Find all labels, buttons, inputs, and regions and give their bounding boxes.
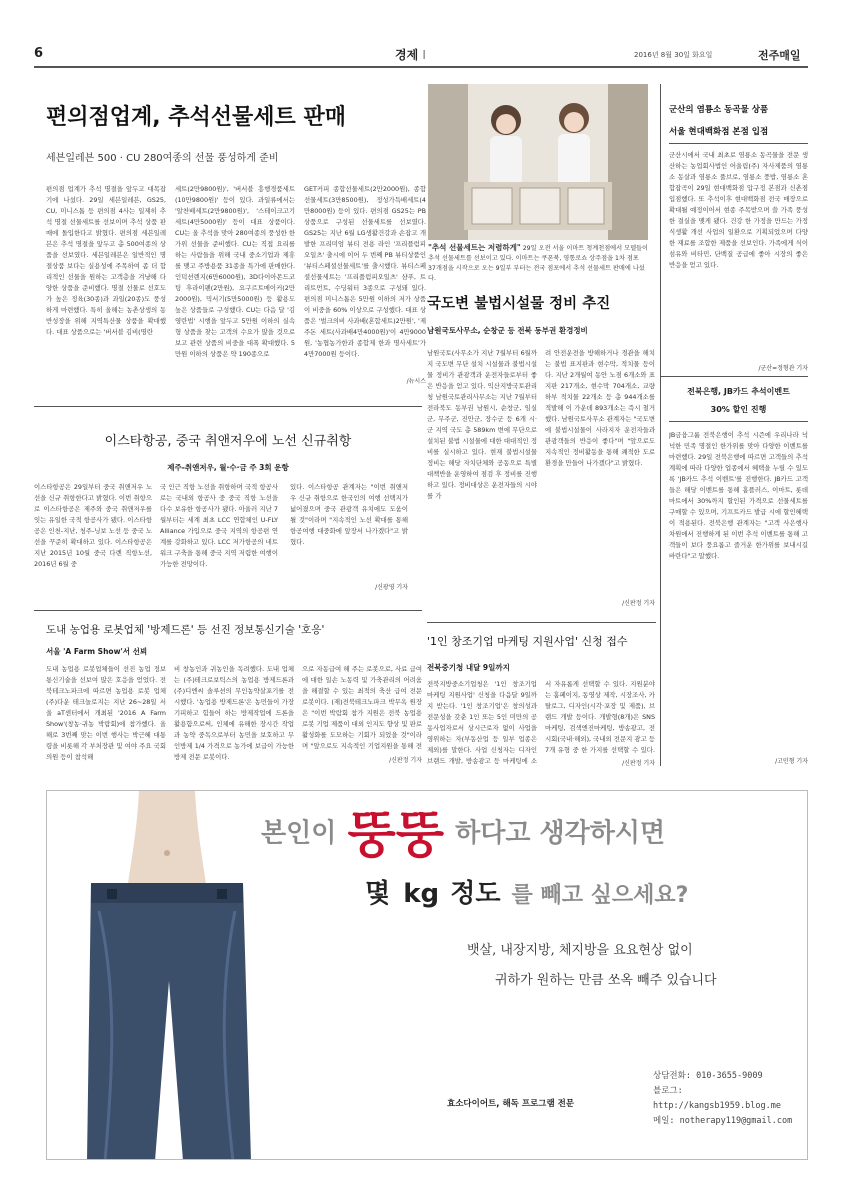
ad-brand: 효소다이어트, 해독 프로그램 전문	[447, 1099, 575, 1109]
ad-tagline-2: 귀하가 원하는 만큼 쏘옥 빼주 있습니다	[495, 973, 717, 988]
article4-top-rule	[34, 406, 422, 407]
ad-line2-pre: 몇	[365, 879, 391, 909]
ad-phone: 상담전화: 010-3655-9009	[653, 1071, 763, 1081]
article6-title: 도내 농업용 로봇업체 '방제드론' 등 선진 정보통신기술 '호응'	[46, 624, 325, 636]
article7-top-rule	[669, 421, 808, 422]
photo1-caption	[428, 243, 648, 284]
issue-date: 2016년 8월 30일 화요일	[634, 51, 713, 59]
article2-bottom-rule	[660, 376, 808, 377]
article1-byline: /뉴시스	[406, 378, 426, 385]
ad-line2-kg: kg	[403, 879, 440, 909]
article2-byline: /군산=정형관 기자	[758, 365, 808, 372]
article2-subtitle: 서울 현대백화점 본점 입점	[669, 127, 769, 137]
article-divider-vertical	[660, 84, 661, 766]
ad-contact	[653, 1069, 803, 1129]
article3-col1: 남원국토(사무소가 지난 7월부터 6월까지 국도변 무단 설치 시설물과 불법시설물 정비가 관광객과 운전자들로부터 좋은 반응을 얻고 있다. 익산지방국토관리청 남원국토관리사무소는 지난 7월부터 전라북도 동부권 남원시, 순창군, 임실군, 무주군, 진안군, 장수군 등 6개 시·군 지역 국도 총 589km 변에 무단으로 설치된 불법 시설물에 대한 대대적인 정비를 실시하고 있다. 현재 불법시설물 정비는 해당 자치단체와 공동으로 특별대책반을 운영하여 점검 후 정비를 진행하고 있다. 정비대상은 운전자들의 시야를 가	[427, 349, 537, 500]
ad-email: 메일: notherapy119@gmail.com	[653, 1116, 793, 1126]
ad-headline	[261, 795, 801, 867]
article4-title: 이스타항공, 중국 취앤저우에 노선 신규취항	[104, 434, 352, 449]
article7-body: JB금융그룹 전북은행이 추석 시즌에 우리나라 넉넉한 민족 명절인 한가위를 맞아 다양한 이벤트를 마련했다. 29일 전북은행에 따르면 고객들의 추석 계획에 따라 다양한 업종에서 혜택을 누릴 수 있도록 'JB카드 추석 이벤트'를 진행한다. JB카드 고객들은 해당 이벤트를 통해 홈플러스, 이마트, 롯데마트에서 30%까지 할인된 가격으로 선물세트를 구매할 수 있으며, 기프트카드 발급 시에 할인혜택이 적용된다. 전북은행 관계자는 "고객 사은행사 차원에서 진행하게 된 이번 추석 이벤트를 통해 고객들이 보다 풍요롭고 즐거운 한가위를 보내시길 바란다"고 말했다.	[669, 431, 808, 560]
article5-col2: 서 자유롭게 선택할 수 있다. 지원분야는 홈페이지, 동영상 제작, 시장조사, 카탈로그, 디자인(시각·포장 및 제품), 브랜드 개발 등이다. 개발형(8개)은 SNS 마케팅, 검색엔진마케팅, 방송광고, 전시회(국내·해외), 국내외 전문지 광고 등 7개 유형 중 한 가지를 선택할 수 있다.	[545, 680, 655, 754]
article7-byline: /고민형 기자	[775, 758, 808, 765]
article3-subtitle: 남원국토사무소, 순창군 등 전북 동부권 환경정비	[427, 326, 588, 335]
article7-title: 전북은행, JB카드 추석이벤트	[687, 387, 790, 396]
section-mark: I	[422, 48, 426, 62]
ad-blog: 블로그: http://kangsb1959.blog.me	[653, 1086, 781, 1111]
photo-illustration	[428, 84, 648, 240]
page-header	[34, 44, 808, 64]
article5-byline: /신판정 기자	[622, 760, 655, 767]
ad-headline-pre: 본인이	[261, 818, 337, 849]
article1-title: 편의점업계, 추석선물세트 판매	[46, 105, 346, 130]
ad-headline-post: 하다고 생각하시면	[455, 818, 666, 849]
article5-top-rule	[427, 622, 656, 623]
article6-byline: /신판정 기자	[389, 757, 422, 764]
article1-col2: 세트(2만9800원)', '버서블 흥행경품세트(10만9800원)' 등이 있다. 과일류에서는 '알찬배세트(2만9800원)', '스테이크고기세트(4만5000원)' 등이 대표 상품이다. CU는 올 추석을 맞아 280여종의 풍성한 한가위 선물을 준비했다. CU는 직접 요리를 하는 사람들을 위해 국내 중소기업과 제휴를 맺고 주방용품 31종을 특가에 판매한다. 인덕션렌지(6만6000원), 3D다이아몬드코팅 후라이팬(2만원), 요구르트메이커(2만2000원), 믹서기(5만5000원) 등 활용도 높은 상품들로 구성했다. CU는 다음 달 '김영란법' 시행을 앞두고 5만원 이하의 실속형 상품을 찾는 고객의 수요가 많을 것으로 보고 관련 상품의 비중을 대폭 확대했다. 5만원 이하의 상품은 약 190종으로	[175, 185, 295, 358]
ad-line2-mid: 정도	[450, 879, 501, 909]
ad-tagline-1: 뱃살, 내장지방, 체지방을 요요현상 없이	[467, 943, 693, 958]
article4-byline: /신광영 기자	[375, 584, 408, 591]
article2-top-rule	[669, 143, 808, 144]
article2-title: 군산의 염룡소 동곡물 상품	[669, 105, 769, 115]
photo1-caption-title: "추석 선물세트는 저렴하게"	[428, 243, 521, 252]
article5-subtitle: 전북중기청 내달 9일까지	[427, 663, 510, 672]
article6-col3: 으로 자동급여 해 주는 로봇으로, 사료 급여에 대한 일손 노동력 및 가축관리의 어려움을 해결할 수 있는 최적의 축산 급여 전문 로봇이다. (재)전북테크노파크 박무옥 원장은 "이번 박람회 참가 지원은 전북 농업용 로봇 기업 제품이 대외 인지도 향상 및 판로 활성화를 도모하는 기회가 되었을 것"이라며 "앞으로도 지속적인 기업지원을 통해 전	[302, 665, 422, 750]
ad-headline-big: 뚱뚱	[347, 806, 445, 864]
article4-col2: 국 인근 직항 노선을 취항하며 국적 항공사로는 국내외 항공사 중 중국 직항 노선을 다수 보유한 항공사가 됐다. 아울러 지난 7월부터는 세계 최초 LCC 연합체인 U-FLY Alliance 가입으로 중국 지역의 항공편 연계를 강화하고 있다. LCC 저가항공의 네트워크 구축을 통해 중국 지역 저렴한 여행이 가능한 전망이다.	[160, 483, 278, 568]
section-label	[395, 46, 426, 63]
section-name: 경제	[395, 48, 419, 62]
article6-top-rule	[34, 610, 422, 611]
paper-name: 전주매일	[758, 49, 801, 62]
diet-advertisement	[46, 790, 808, 1160]
photo-gift-set-models	[428, 84, 648, 240]
article5-col1: 전북지방중소기업청은 '1인 창조기업 마케팅 지원사업' 신청을 다음달 9일까지 받는다. '1인 창조기업'은 창의성과 전문성을 갖춘 1인 또는 5인 미만의 공동사업자로서 상시근로자 없이 사업을 영위하는 자(부동산업 등 일부 업종은 제외)를 말한다. 사업 신청자는 디자인 브랜드 개발, 방송광고 등 마케팅에 소	[427, 680, 537, 765]
photo1-caption-body: 29일 오전 서울 이마트 청계천점에서 모델들이 추석 선물세트를 선보이고 있다. 이마트는 쿠폰북, 영통로쇼 상주점을 1차 점포 37개점을 시작으로 오는 9일부 부터는 전국 점포에서 추석 선물세트 판매에 나섰다.	[428, 245, 648, 282]
article3-col2: 려 안전운전을 방해하거나 경관을 해치는 불법 표지판과 현수막, 적치물 등이다. 지난 2개월여 동안 노점 6개소와 표지판 217개소, 현수막 704개소, 교량하부 적치물 22개소 등 총 944개소를 적발해 이 가운데 893개소는 즉시 철거했다. 남원국토사무소 관계자는 "국도변에 불법시설물이 사라지자 운전자들과 관광객들의 반응이 좋다"며 "앞으로도 지속적인 정비활동을 통해 쾌적한 도로환경을 만들어 나가겠다"고 밝혔다.	[545, 349, 655, 467]
article6-col1: 도내 농업용 로봇업체들이 선진 농업 정보통신기술을 선보여 많은 호응을 얻었다. 전북테크노파크에 따르면 농업용 로봇 업체 (주)다운 테크놀로지는 지난 26~28일 서울 aT센터에서 개최된 '2016 A Farm Show'(창농·귀농 박람회)에 참가했다. 올해로 3번째 맞는 이번 행사는 박근혜 대통령을 비롯해 각 부처장관 및 여야 주요 국회의원 등이 참석해	[46, 665, 166, 761]
article6-subtitle: 서울 'A Farm Show'서 선뵈	[46, 647, 148, 656]
article5-title: '1인 창조기업 마케팅 지원사업' 신청 접수	[427, 635, 628, 648]
article1-col1: 편의점 업계가 추석 명절을 앞두고 대목잡기에 나섰다. 29일 세븐일레븐, GS25, CU, 미니스톱 등 편의점 4사는 일제히 추석 명절 선물세트를 선보이며 추석 상품 판매에 돌입한다고 밝혔다. 편의점 세븐일레븐은 추석 명절을 앞두고 총 500여종의 상품을 선보였다. 세븐일레븐은 일반적인 명절상품 보다는 실용성에 주목하여 좀 더 합리적인 선물을 원하는 고객층을 겨냥해 다양한 상품을 준비했다. 명절 선물로 선호도가 높은 정육(30종)과 과일(20종)도 풍성하게 마련했다. 특히 올해는 농촌상생의 동반성장을 위해 지역특산물 상품을 확대했다. 대표 상품으로는 '버서블 김비(명란	[46, 185, 166, 336]
header-rule	[34, 66, 808, 68]
article3-title: 국도변 불법시설물 정비 추진	[427, 296, 611, 312]
article2-body: 군산시에서 국내 최초로 염룡소 동곡물을 전문 생산하는 농업회사법인 어울림(주) 자사제품의 염룡소 동살과 염룡소 풀브로, 염룡소 풍밥, 염룡소 혼합잡곡이 29일 현대백화점 압구정 본점과 신촌점 입점했다. 또 추석이후 현대백화점 전국 매장으로 확대될 예정이어서 현종 주목받으며 쓸 가족 풍성한 결실을 맺게 됐다. 건강 한 가정을 만드는 가정 식생활 개선 사업의 일환으로 기획되었으며 다양한 재료를 조합한 제품을 선보인다. 가족에게 식이섬유와 비타민, 단백질 공급에 좋아 시장의 좋은 반응을 얻고 있다.	[669, 151, 808, 269]
ad-figure-illustration	[47, 791, 267, 1160]
article4-col3: 있다. 이스타항공 관계자는 "이번 취앤저우 신규 취항으로 한국인의 여행 선택지가 넓어졌으며 중국 관광객 유치에도 도움이 될 것"이라며 "지속적인 노선 확대를 통해 항공여행 대중화에 앞장서 나가겠다"고 밝혔다.	[290, 483, 408, 546]
article7-subtitle: 30% 할인 진행	[710, 405, 767, 414]
article6-col2: 비 창농인과 귀농인을 독려했다. 도내 업체는 (주)테크로보틱스의 농업용 방제드론과 (주)디엔씨 솔루션의 무인농약살포기를 전시했다. '농업용 방제드론'은 농민들이 가장 기피하고 힘들어 하는 방제작업에 드론을 활용함으로써, 인체에 유해한 장시간 작업과 농약 중독으로부터 농민을 보호하고 무인방제 1/4 가격으로 농가에 보급이 가능한 방제 전문 로봇이다.	[174, 665, 294, 761]
article4-col1: 이스타항공은 29일부터 중국 취앤저우 노선을 신규 취항한다고 밝혔다. 이번 취항으로 이스타항공은 제주와 중국 취앤저우를 잇는 유일한 국적 항공사가 됐다. 이스타항공은 인천-지난, 청주-닝보 노선 등 중국 노선을 꾸준히 확대하고 있다. 이스타항공은 지난 2015년 10월 중국 다롄 직항노선, 2016년 6월 중	[34, 483, 152, 568]
page-number: 6	[34, 46, 44, 61]
article1-col3: GET커피 종합선물세트(2만2000원), 종합선물세트(3만8500원), 정성가득배세트(4만8000원) 등이 있다. 편의점 GS25는 PB상품으로 구성된 선물세트를 선보였다. GS25는 지난 6월 LG생활건강과 손잡고 개발한 프리미엄 뷰티 전용 라인 '프리플럼피오일츠' 출시에 이어 두 번째 PB 뷰티상품인 '뷰티스페셜선물세트'를 출시했다. 뷰티스페셜선물세트는 '프리플럼피오일츠' 샴푸, 트리트먼트, 수딩워터 3종으로 구성돼 있다. 편의점 미니스톱은 5만원 이하의 저가 상품이 비중을 60% 이상으로 구성했다. 대표 상품은 '벌크의비 사과배(혼합세트)2만원', '제주돈 세트(사과배4만4000원)'이 4만9000원, '농협농가한과 종합제 한과 명사세트'가 4만7000원 등이다.	[304, 185, 426, 358]
article1-subtitle: 세븐일레븐 500 · CU 280여종의 선물 풍성하게 준비	[46, 153, 279, 164]
ad-line2-post: 를 빼고 싶으세요?	[511, 883, 689, 908]
article3-byline: /신판정 기자	[622, 600, 655, 607]
article4-subtitle: 제주-취앤저우, 월·수·금 주 3회 운항	[167, 463, 289, 472]
ad-line2	[365, 873, 805, 910]
